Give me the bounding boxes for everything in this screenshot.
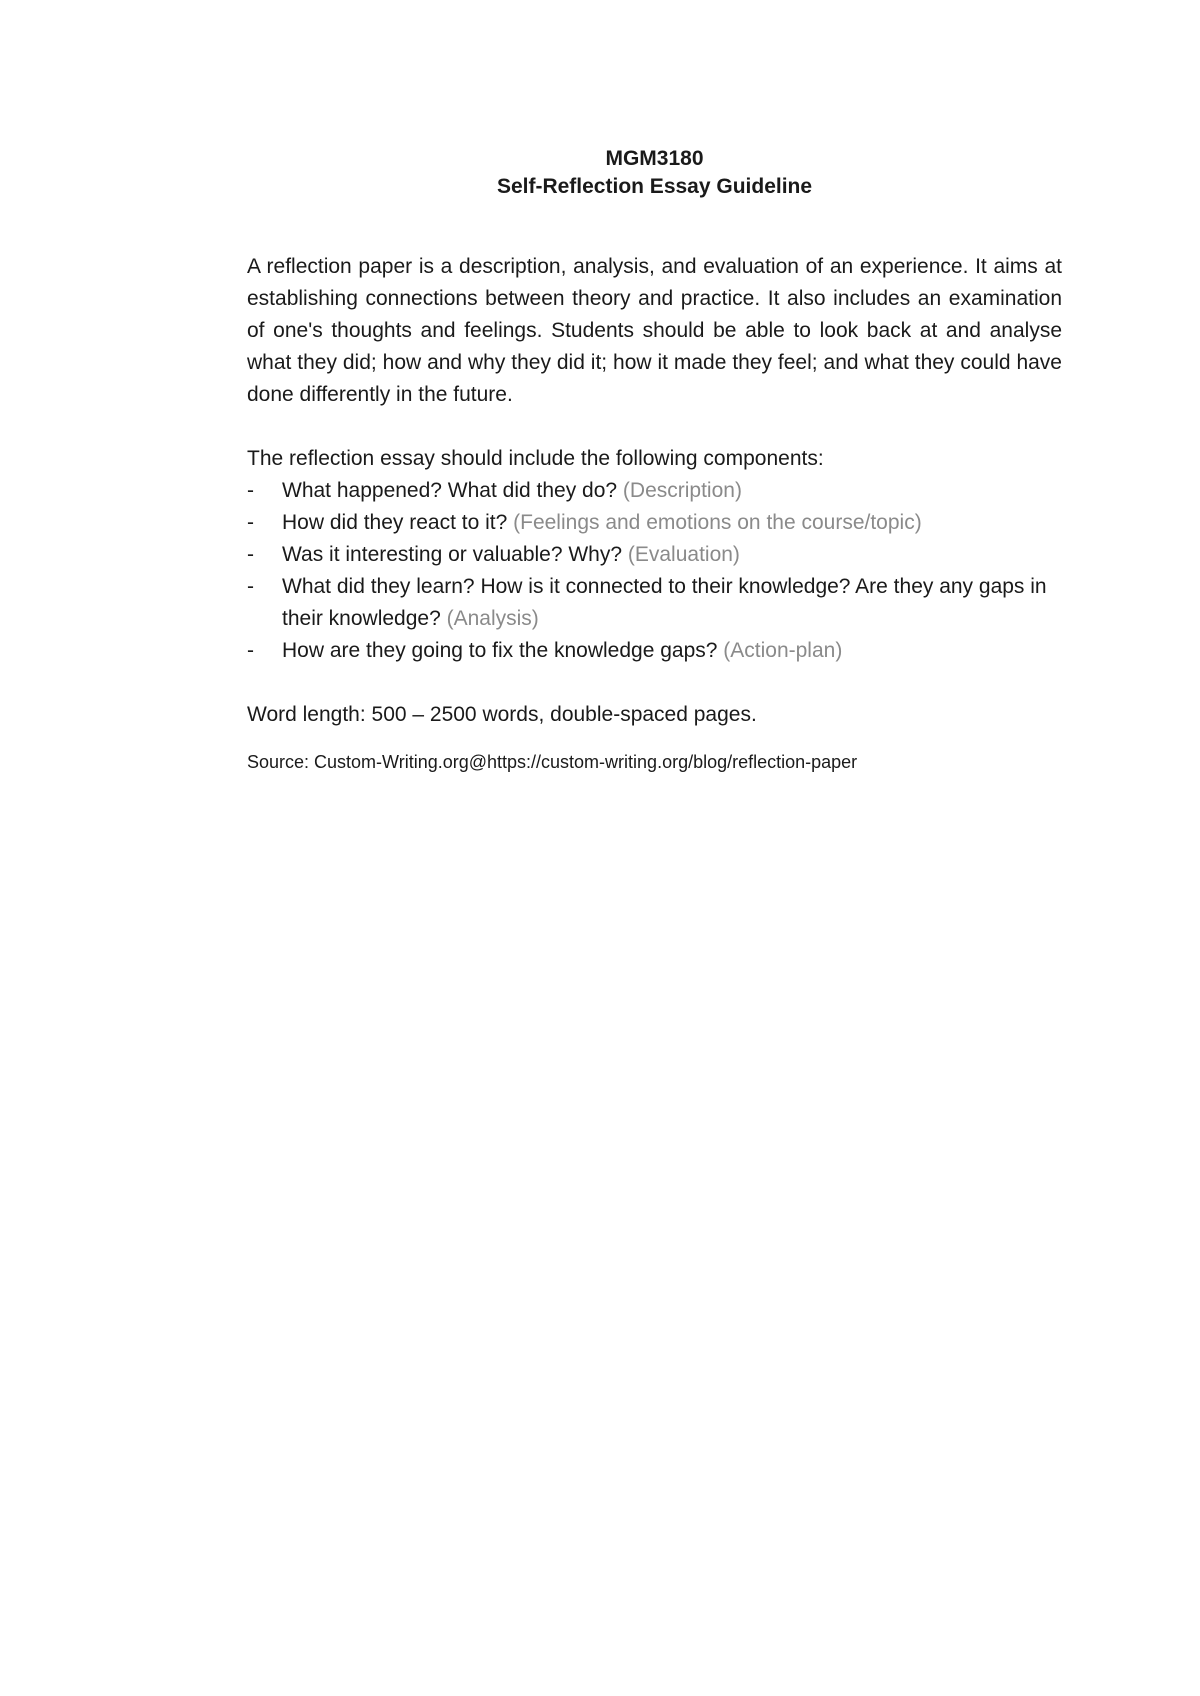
component-tag: (Evaluation) <box>627 543 740 566</box>
bullet-dash: - <box>247 543 254 566</box>
bullet-dash: - <box>247 511 254 534</box>
component-question: What did they learn? How is it connected to their knowledge? Are they any gaps in their knowledge? <box>282 575 1047 630</box>
title-block <box>247 145 1062 201</box>
document-title: Self-Reflection Essay Guideline <box>496 175 813 198</box>
list-item <box>247 635 1062 667</box>
components-list <box>247 475 1062 667</box>
components-intro: The reflection essay should include the following components: <box>247 447 824 470</box>
component-tag: (Analysis) <box>446 607 539 630</box>
component-question: How did they react to it? <box>282 511 514 534</box>
intro-paragraph: A reflection paper is a description, analysis, and evaluation of an experience. It aims at establishing connections between theory and practice. It also includes an examination of one's thoughts and feelings. Students should be able to look back at and analyse what they did; how and why they did it; how it made they feel; and what they could have done differently in the future. <box>247 255 1062 406</box>
bullet-dash: - <box>247 639 254 662</box>
word-length: Word length: 500 – 2500 words, double-spaced pages. <box>247 703 757 726</box>
list-item <box>247 475 1062 507</box>
source-citation: Source: Custom-Writing.org@https://custom-writing.org/blog/reflection-paper <box>247 752 858 772</box>
bullet-dash: - <box>247 575 254 598</box>
component-tag: (Description) <box>622 479 742 502</box>
component-question: How are they going to fix the knowledge gaps? <box>282 639 724 662</box>
document-content <box>247 145 1062 775</box>
component-question: What happened? What did they do? <box>282 479 623 502</box>
component-question: Was it interesting or valuable? Why? <box>282 543 628 566</box>
bullet-dash: - <box>247 479 254 502</box>
list-item <box>247 539 1062 571</box>
component-tag: (Action-plan) <box>723 639 843 662</box>
course-code: MGM3180 <box>605 147 704 170</box>
list-item <box>247 571 1062 635</box>
component-tag: (Feelings and emotions on the course/topic) <box>513 511 922 534</box>
list-item <box>247 507 1062 539</box>
